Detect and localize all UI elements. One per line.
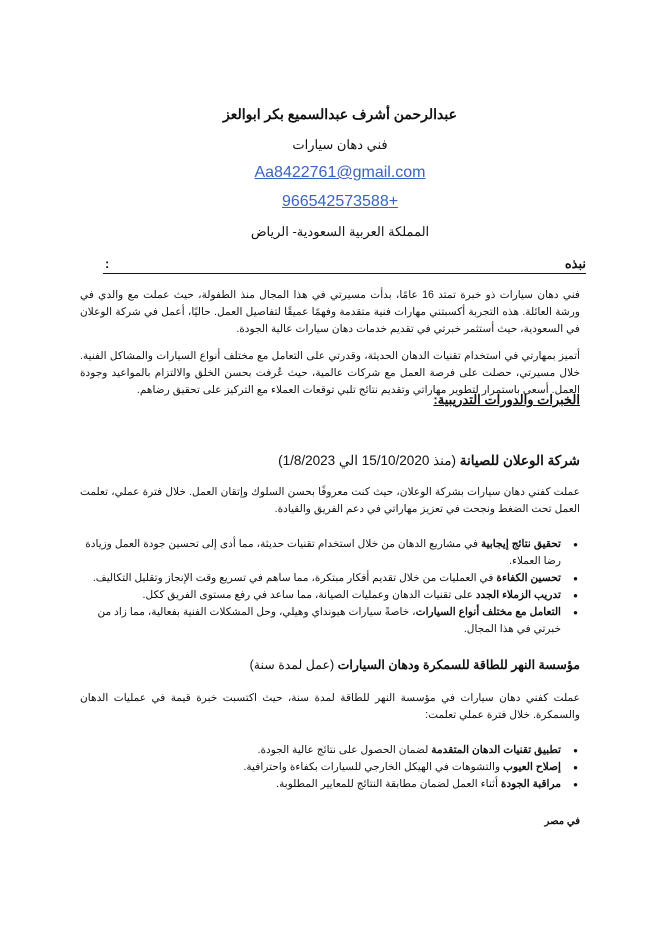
job1-title [278, 453, 580, 469]
list-item [80, 742, 580, 759]
bullet-text: في مشاريع الدهان من خلال استخدام تقنيات حديثة، مما أدى إلى تحسين جودة العمل وزيادة رضا العملاء. [85, 538, 561, 567]
job2-description: عملت كفني دهان سيارات في مؤسسة النهر للطاقة لمدة سنة، حيث اكتسبت خبرة قيمة في عمليات الدهان والسمكرة. خلال فترة عملي تعلمت: [80, 692, 580, 721]
job-role: فني دهان سيارات [292, 137, 388, 152]
job1-company: شركة الوعلان للصيانة [459, 453, 580, 468]
experience-heading: الخبرات والدورات التدريبية: [433, 392, 580, 407]
bullet-bold: إصلاح العيوب [503, 761, 561, 773]
summary-heading: نبذه [564, 256, 586, 271]
summary-paragraph-1: فني دهان سيارات ذو خبرة تمتد 16 عامًا، بدأت مسيرتي في هذا المجال منذ الطفولة، حيث عملت مع والدي في ورشة العائلة. هذه التجربة أكسبتني مهارات فنية متقدمة وفهمًا عميقًا لتفاصيل العمل. حاليًا، أعمل في شركة الوعلان في السعودية، حيث أستثمر خبرتي في تقديم خدمات دهان سيارات عالية الجودة. [80, 289, 580, 335]
job2-title [250, 657, 580, 672]
job2-company: مؤسسة النهر للطاقة للسمكرة ودهان السيارات [337, 658, 580, 672]
bullet-bold: مراقبة الجودة [500, 778, 561, 790]
list-item [80, 570, 580, 587]
bullet-bold: تدريب الزملاء الجدد [475, 589, 561, 601]
bullet-text: أثناء العمل لضمان مطابقة النتائج للمعايير المطلوبة. [276, 778, 501, 790]
bullet-text: في العمليات من خلال تقديم أفكار مبتكرة، مما ساهم في تسريع وقت الإنجاز وتقليل التكاليف. [92, 572, 497, 584]
applicant-name: عبدالرحمن أشرف عبدالسميع بكر ابوالعز [223, 106, 457, 122]
bullet-bold: تحسين الكفاءة [496, 572, 561, 584]
bullet-text: لضمان الحصول على نتائج عالية الجودة. [257, 744, 432, 756]
job1-bullets [80, 536, 580, 638]
bullet-text: على تقنيات الدهان وعمليات الصيانة، مما ساعد في رفع مستوى الفريق ككل. [142, 589, 476, 601]
list-item [80, 587, 580, 604]
job1-period: (منذ 15/10/2020 الي 1/8/2023) [278, 453, 460, 468]
job1-description: عملت كفني دهان سيارات بشركة الوعلان، حيث كنت معروفًا بحسن السلوك وإتقان العمل. خلال فترة عملي، تعلمت العمل تحت الضغط ونجحت في تعزيز مهاراتي في دعم الفريق والقيادة. [80, 486, 580, 515]
job2-period: (عمل لمدة سنة) [249, 658, 338, 672]
job2-bullets [80, 742, 580, 793]
list-item [80, 536, 580, 570]
footer-note: في مصر [544, 816, 580, 827]
list-item [80, 604, 580, 638]
list-item [80, 759, 580, 776]
email-link[interactable]: Aa8422761@gmail.com [254, 164, 426, 181]
bullet-bold: تطبيق تقنيات الدهان المتقدمة [431, 744, 561, 756]
summary-paragraph-2: أتميز بمهارتي في استخدام تقنيات الدهان الحديثة، وقدرتي على التعامل مع مختلف أنواع السيارات والمشاكل الفنية. خلال مسيرتي، حصلت على فرصة العمل مع شركات عالمية، حيث عُرفت بحسن الخلق والالتزام بالمواعيد وجودة العمل. أسعى باستمرار لتطوير مهاراتي وتقديم نتائج تلبي توقعات العملاء مع التركيز على تحقيق رضاهم. [80, 350, 580, 396]
summary-heading-colon: : [105, 256, 110, 271]
list-item [80, 776, 580, 793]
bullet-text: والتشوهات في الهيكل الخارجي للسيارات بكفاءة واحترافية. [243, 761, 504, 773]
location: المملكة العربية السعودية- الرياض [250, 224, 430, 239]
summary-heading-row [103, 256, 586, 274]
bullet-bold: تحقيق نتائج إيجابية [480, 538, 561, 550]
bullet-bold: التعامل مع مختلف أنواع السيارات [415, 606, 561, 618]
phone-link[interactable]: +966542573588 [281, 193, 399, 210]
bullet-text: ، خاصةً سيارات هيونداي وهيلي، وحل المشكلات الفنية بفعالية، مما زاد من خبرتي في هذا المجال. [97, 606, 561, 635]
